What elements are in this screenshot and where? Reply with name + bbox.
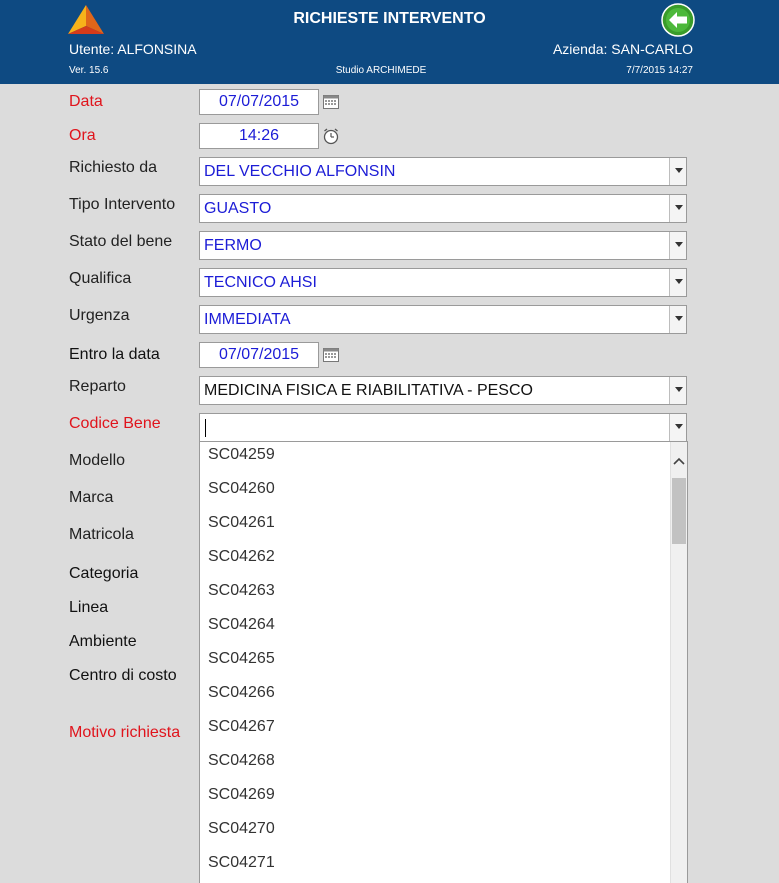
urgenza-value: IMMEDIATA (204, 311, 291, 328)
entro-field[interactable]: 07/07/2015 (199, 342, 319, 368)
richiesto-label: Richiesto da (69, 159, 158, 176)
data-label: Data (69, 93, 103, 110)
stato-value: FERMO (204, 237, 262, 254)
data-field[interactable]: 07/07/2015 (199, 89, 319, 115)
marca-label: Marca (69, 489, 114, 506)
ambiente-label: Ambiente (69, 633, 137, 650)
categoria-label: Categoria (69, 565, 139, 582)
calendar-icon[interactable] (323, 348, 339, 362)
chevron-down-icon[interactable] (669, 377, 686, 404)
reparto-label: Reparto (69, 378, 126, 395)
header-bar (0, 0, 779, 84)
calendar-icon[interactable] (323, 95, 339, 109)
list-item[interactable]: SC04267 (208, 718, 275, 735)
list-item[interactable]: SC04262 (208, 548, 275, 565)
reparto-select[interactable] (199, 376, 687, 405)
entro-label: Entro la data (69, 346, 160, 363)
matricola-label: Matricola (69, 526, 134, 543)
codice-select[interactable] (199, 413, 687, 442)
clock-icon[interactable] (322, 127, 340, 145)
ora-field[interactable]: 14:26 (199, 123, 319, 149)
list-item[interactable]: SC04271 (208, 854, 275, 871)
version-text: Ver. 15.6 (69, 65, 109, 76)
chevron-down-icon[interactable] (669, 195, 686, 222)
qualifica-label: Qualifica (69, 270, 132, 287)
tipo-value: GUASTO (204, 200, 272, 217)
list-item[interactable]: SC04266 (208, 684, 275, 701)
list-item[interactable]: SC04270 (208, 820, 275, 837)
list-item[interactable]: SC04261 (208, 514, 275, 531)
centro-label: Centro di costo (69, 667, 177, 684)
richiesto-value: DEL VECCHIO ALFONSIN (204, 163, 396, 180)
text-cursor (205, 419, 206, 437)
chevron-down-icon[interactable] (669, 306, 686, 333)
chevron-down-icon[interactable] (669, 414, 686, 441)
qualifica-value: TECNICO AHSI (204, 274, 317, 291)
chevron-up-icon[interactable] (673, 456, 685, 466)
list-item[interactable]: SC04265 (208, 650, 275, 667)
chevron-down-icon[interactable] (669, 232, 686, 259)
list-item[interactable]: SC04263 (208, 582, 275, 599)
reparto-value: MEDICINA FISICA E RIABILITATIVA - PESCO (204, 382, 533, 399)
dropdown-scrollbar[interactable] (670, 442, 687, 883)
motivo-label: Motivo richiesta (69, 724, 181, 741)
scrollbar-thumb[interactable] (672, 478, 686, 544)
user-info: Utente: ALFONSINA (69, 41, 197, 57)
tipo-select[interactable] (199, 194, 687, 223)
header-datetime: 7/7/2015 14:27 (626, 65, 693, 76)
urgenza-label: Urgenza (69, 307, 130, 324)
tipo-label: Tipo Intervento (69, 196, 176, 213)
codice-label: Codice Bene (69, 415, 161, 432)
modello-label: Modello (69, 452, 126, 469)
richiesto-select[interactable] (199, 157, 687, 186)
list-item[interactable]: SC04268 (208, 752, 275, 769)
page-title: RICHIESTE INTERVENTO (293, 10, 486, 27)
list-item[interactable]: SC04264 (208, 616, 275, 633)
linea-label: Linea (69, 599, 109, 616)
company-info: Azienda: SAN-CARLO (552, 41, 693, 57)
back-arrow-icon[interactable] (661, 3, 695, 37)
codice-dropdown-list[interactable] (199, 441, 688, 883)
urgenza-select[interactable] (199, 305, 687, 334)
chevron-down-icon[interactable] (669, 269, 686, 296)
ora-label: Ora (69, 127, 96, 144)
stato-select[interactable] (199, 231, 687, 260)
stato-label: Stato del bene (69, 233, 173, 250)
list-item[interactable]: SC04259 (208, 446, 275, 463)
studio-text: Studio ARCHIMEDE (335, 65, 427, 76)
list-item[interactable]: SC04260 (208, 480, 275, 497)
qualifica-select[interactable] (199, 268, 687, 297)
chevron-down-icon[interactable] (669, 158, 686, 185)
list-item[interactable]: SC04269 (208, 786, 275, 803)
